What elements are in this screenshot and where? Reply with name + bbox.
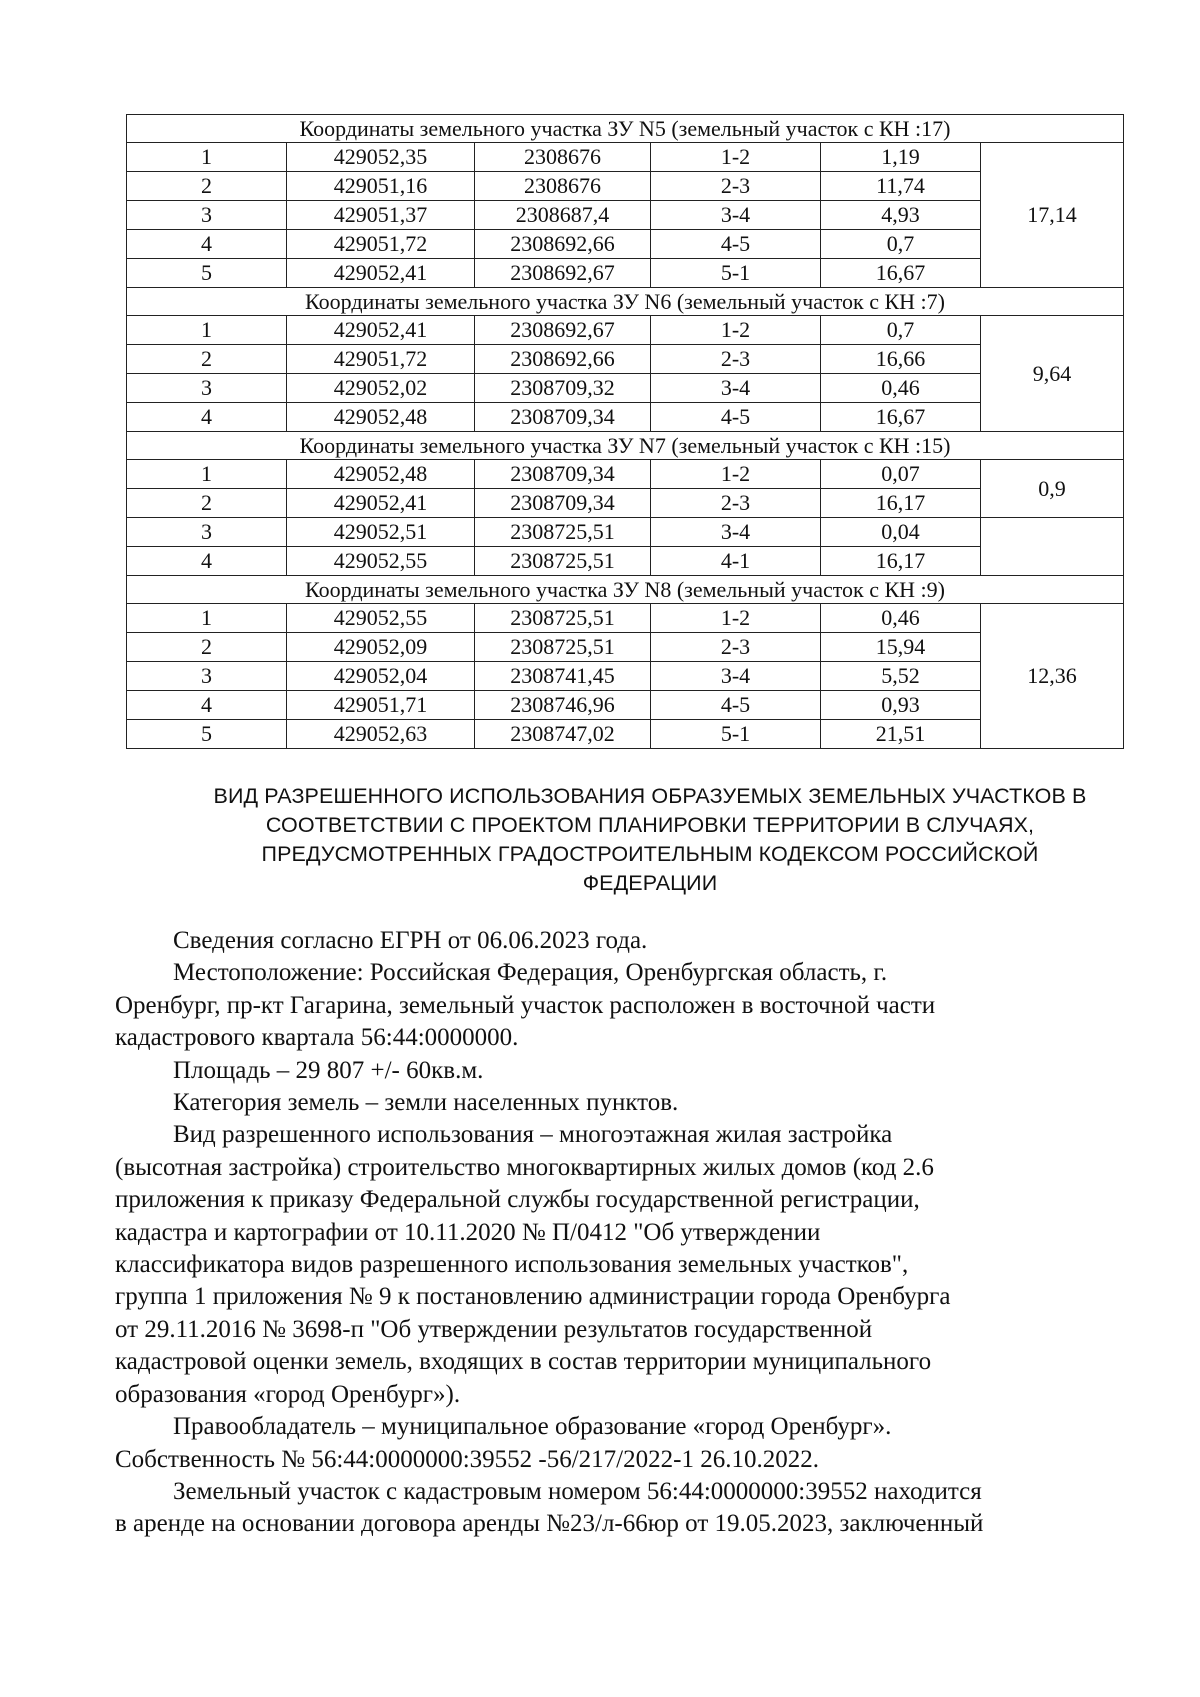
heading-line: СООТВЕТСТВИИ С ПРОЕКТОМ ПЛАНИРОВКИ ТЕРРИТОРИИ В СЛУЧАЯХ, [265,813,1035,837]
coord-x: 429051,72 [287,345,475,374]
permitted-use-line: приложения к приказу Федеральной службы государственной регистрации, [115,1186,920,1214]
coord-y: 2308725,51 [475,518,651,547]
coord-x: 429052,41 [287,316,475,345]
table-row [127,720,1124,749]
coord-y: 2308709,34 [475,403,651,432]
length: 0,46 [821,374,981,403]
permitted-use-line: классификатора видов разрешенного использования земельных участков", [115,1251,909,1279]
area-value: 0,9 [981,460,1124,518]
length: 16,66 [821,345,981,374]
segment: 2-3 [651,172,821,201]
coord-x: 429052,41 [287,259,475,288]
heading-line: ФЕДЕРАЦИИ [582,871,718,895]
coord-x: 429052,55 [287,547,475,576]
segment: 1-2 [651,316,821,345]
length: 0,07 [821,460,981,489]
area-value: 17,14 [981,143,1124,288]
coord-x: 429052,63 [287,720,475,749]
coord-y: 2308709,34 [475,489,651,518]
table-row [127,172,1124,201]
length: 21,51 [821,720,981,749]
coord-x: 429052,02 [287,374,475,403]
length: 5,52 [821,662,981,691]
segment: 4-1 [651,547,821,576]
segment: 1-2 [651,604,821,633]
coordinates-table-body [127,115,1124,749]
point-number: 1 [127,460,287,489]
coord-y: 2308747,02 [475,720,651,749]
table-row [127,259,1124,288]
segment: 3-4 [651,518,821,547]
coord-y: 2308676 [475,172,651,201]
permitted-use-line: Вид разрешенного использования – многоэтажная жилая застройка [173,1121,893,1149]
coord-x: 429052,48 [287,460,475,489]
coord-y: 2308692,66 [475,230,651,259]
coord-x: 429051,72 [287,230,475,259]
length: 0,93 [821,691,981,720]
point-number: 4 [127,403,287,432]
segment: 5-1 [651,259,821,288]
heading-line: ПРЕДУСМОТРЕННЫХ ГРАДОСТРОИТЕЛЬНЫМ КОДЕКСОМ РОССИЙСКОЙ [261,842,1039,866]
coord-y: 2308676 [475,143,651,172]
point-number: 3 [127,201,287,230]
coord-y: 2308692,67 [475,316,651,345]
table-row [127,201,1124,230]
table-row [127,403,1124,432]
coord-y: 2308709,34 [475,460,651,489]
point-number: 2 [127,172,287,201]
coord-y: 2308741,45 [475,662,651,691]
permitted-use-line: (высотная застройка) строительство многоквартирных жилых домов (код 2.6 [115,1153,934,1181]
table-row [127,345,1124,374]
coord-y: 2308709,32 [475,374,651,403]
coord-x: 429052,55 [287,604,475,633]
coord-x: 429051,37 [287,201,475,230]
egrn-info: Сведения согласно ЕГРН от 06.06.2023 года. [173,927,648,954]
coord-y: 2308746,96 [475,691,651,720]
table-row [127,374,1124,403]
point-number: 3 [127,374,287,403]
lease-line: в аренде на основании договора аренды №23/л-66юр от 19.05.2023, заключенный [115,1510,984,1538]
length: 11,74 [821,172,981,201]
coord-x: 429052,48 [287,403,475,432]
point-number: 4 [127,691,287,720]
section-title: Координаты земельного участка ЗУ N8 (земельный участок с КН :9) [127,576,1124,604]
point-number: 5 [127,259,287,288]
table-row [127,604,1124,633]
length: 16,17 [821,489,981,518]
section-header-row [127,576,1124,604]
table-row [127,460,1124,489]
length: 4,93 [821,201,981,230]
section-title: Координаты земельного участка ЗУ N5 (земельный участок с КН :17) [127,115,1124,143]
coord-y: 2308725,51 [475,633,651,662]
length: 0,04 [821,518,981,547]
table-row [127,633,1124,662]
section-title: Координаты земельного участка ЗУ N6 (земельный участок с КН :7) [127,288,1124,316]
point-number: 3 [127,518,287,547]
heading-line: ВИД РАЗРЕШЕННОГО ИСПОЛЬЗОВАНИЯ ОБРАЗУЕМЫХ ЗЕМЕЛЬНЫХ УЧАСТКОВ В [213,784,1087,808]
land-category: Категория земель – земли населенных пунктов. [173,1089,679,1117]
coord-y: 2308725,51 [475,604,651,633]
segment: 2-3 [651,489,821,518]
permitted-use-line: образования «город Оренбург»). [115,1380,461,1408]
owner-line: Собственность № 56:44:0000000:39552 -56/217/2022-1 26.10.2022. [115,1445,819,1473]
length: 0,46 [821,604,981,633]
length: 16,17 [821,547,981,576]
table-row [127,316,1124,345]
area-value: 9,64 [981,316,1124,432]
point-number: 1 [127,604,287,633]
permitted-use-line: кадастра и картографии от 10.11.2020 № П/0412 "Об утверждении [115,1218,821,1246]
table-row [127,143,1124,172]
point-number: 1 [127,316,287,345]
length: 15,94 [821,633,981,662]
body-text [115,925,1095,1541]
coord-y: 2308692,67 [475,259,651,288]
section-header-row [127,115,1124,143]
coord-y: 2308687,4 [475,201,651,230]
section-title: Координаты земельного участка ЗУ N7 (земельный участок с КН :15) [127,432,1124,460]
area-value: 12,36 [981,604,1124,749]
coord-x: 429051,71 [287,691,475,720]
table-row [127,691,1124,720]
segment: 3-4 [651,201,821,230]
coord-x: 429051,16 [287,172,475,201]
point-number: 2 [127,489,287,518]
length: 16,67 [821,403,981,432]
section-heading [150,782,1150,898]
segment: 2-3 [651,633,821,662]
table-row [127,547,1124,576]
owner-line: Правообладатель – муниципальное образование «город Оренбург». [173,1413,892,1441]
point-number: 4 [127,230,287,259]
lease-line: Земельный участок с кадастровым номером 56:44:0000000:39552 находится [173,1477,982,1505]
segment: 3-4 [651,374,821,403]
permitted-use-line: кадастровой оценки земель, входящих в состав территории муниципального [115,1348,932,1376]
permitted-use-line: от 29.11.2016 № 3698-п "Об утверждении результатов государственной [115,1315,873,1343]
segment: 3-4 [651,662,821,691]
point-number: 4 [127,547,287,576]
segment: 4-5 [651,230,821,259]
coord-x: 429052,35 [287,143,475,172]
segment: 4-5 [651,691,821,720]
location-line: Оренбург, пр-кт Гагарина, земельный участок расположен в восточной части [115,991,936,1019]
table-row [127,230,1124,259]
area-info: Площадь – 29 807 +/- 60кв.м. [173,1056,484,1084]
coord-y: 2308692,66 [475,345,651,374]
segment: 4-5 [651,403,821,432]
table-row [127,489,1124,518]
point-number: 3 [127,662,287,691]
coord-x: 429052,41 [287,489,475,518]
segment: 1-2 [651,460,821,489]
length: 1,19 [821,143,981,172]
length: 0,7 [821,230,981,259]
length: 16,67 [821,259,981,288]
coord-x: 429052,09 [287,633,475,662]
location-line: Местоположение: Российская Федерация, Оренбургская область, г. [173,959,888,987]
segment: 5-1 [651,720,821,749]
point-number: 2 [127,633,287,662]
segment: 1-2 [651,143,821,172]
length: 0,7 [821,316,981,345]
coordinates-table [126,114,1124,749]
section-header-row [127,432,1124,460]
segment: 2-3 [651,345,821,374]
location-line: кадастрового квартала 56:44:0000000. [115,1024,519,1052]
table-row [127,662,1124,691]
area-empty [981,518,1124,576]
table-row [127,518,1124,547]
point-number: 5 [127,720,287,749]
point-number: 2 [127,345,287,374]
permitted-use-line: группа 1 приложения № 9 к постановлению администрации города Оренбурга [115,1283,951,1311]
coord-x: 429052,51 [287,518,475,547]
coord-x: 429052,04 [287,662,475,691]
point-number: 1 [127,143,287,172]
section-header-row [127,288,1124,316]
coord-y: 2308725,51 [475,547,651,576]
